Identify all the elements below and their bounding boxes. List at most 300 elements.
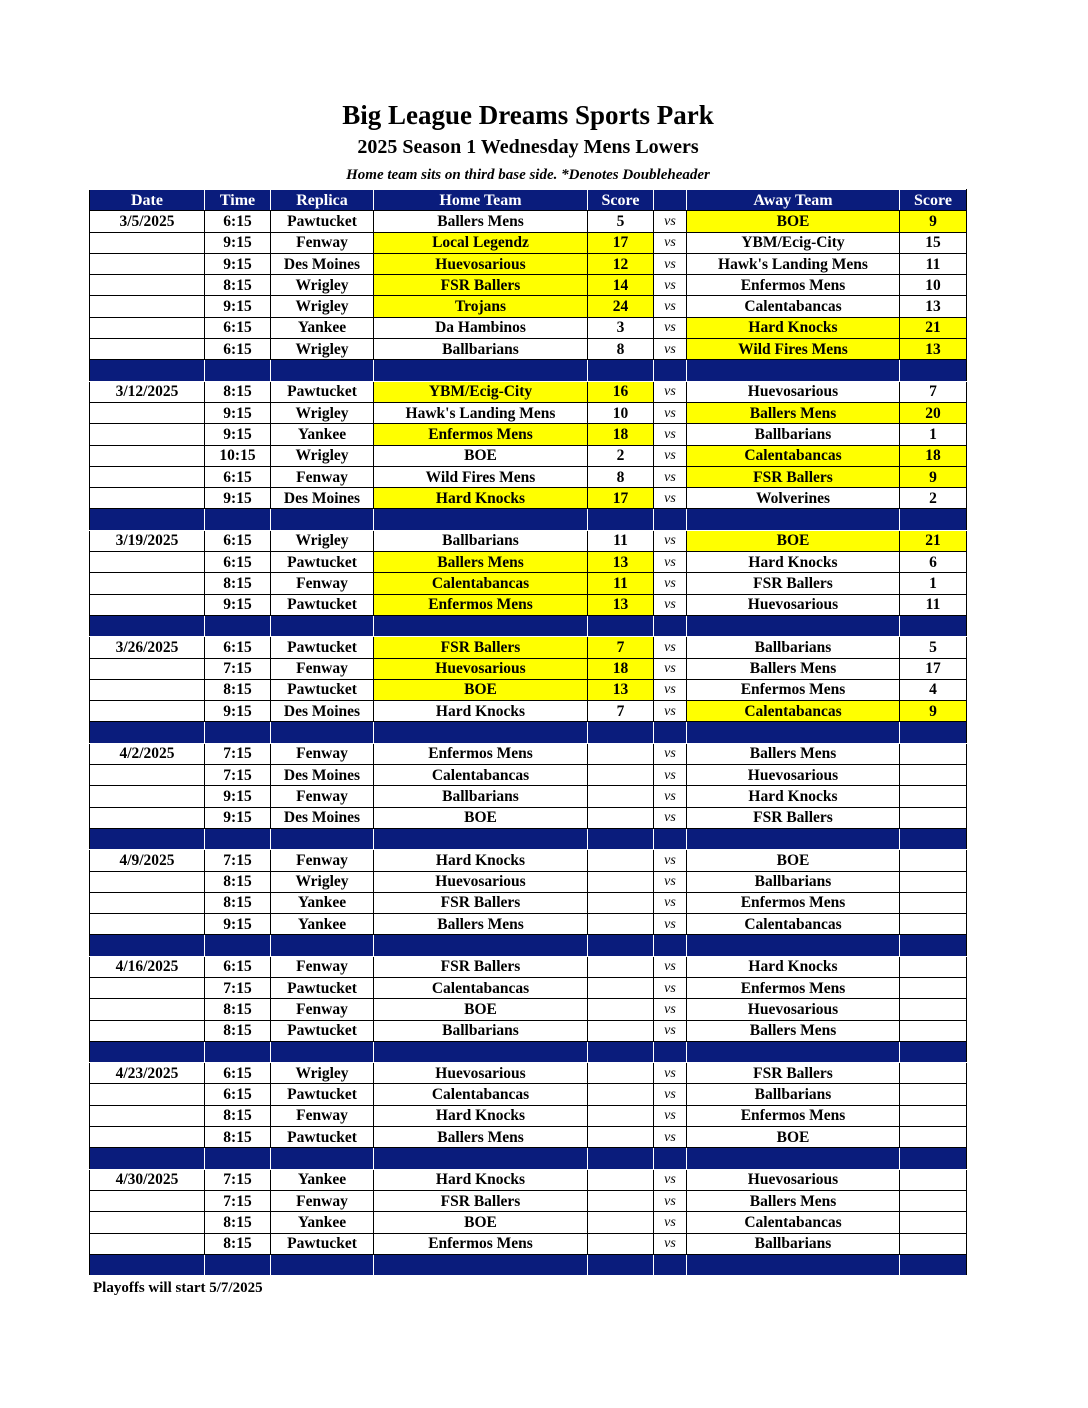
home-team-cell: Calentabancas (374, 1084, 588, 1105)
separator-cell (271, 1148, 374, 1169)
date-cell (90, 1190, 205, 1211)
game-row (90, 850, 967, 871)
away-team-cell: Ballbarians (687, 424, 900, 445)
separator-cell (588, 828, 654, 849)
time-cell: 7:15 (205, 850, 271, 871)
separator-cell (271, 615, 374, 636)
away-score-cell (900, 914, 967, 935)
vs-cell: vs (654, 232, 687, 253)
replica-field-cell: Yankee (271, 914, 374, 935)
vs-cell: vs (654, 1105, 687, 1126)
time-cell: 9:15 (205, 424, 271, 445)
replica-field-cell: Wrigley (271, 530, 374, 551)
home-score-cell: 5 (588, 211, 654, 232)
time-cell: 9:15 (205, 914, 271, 935)
away-score-cell (900, 1127, 967, 1148)
date-cell (90, 1233, 205, 1254)
separator-cell (205, 1148, 271, 1169)
date-cell (90, 466, 205, 487)
date-cell: 4/30/2025 (90, 1169, 205, 1190)
date-cell (90, 573, 205, 594)
vs-cell: vs (654, 743, 687, 764)
time-cell: 8:15 (205, 871, 271, 892)
vs-cell: vs (654, 765, 687, 786)
vs-cell: vs (654, 807, 687, 828)
away-team-cell: Huevosarious (687, 999, 900, 1020)
game-row (90, 977, 967, 998)
replica-field-cell: Fenway (271, 999, 374, 1020)
game-row (90, 914, 967, 935)
home-team-cell: FSR Ballers (374, 637, 588, 658)
home-team-cell: Huevosarious (374, 658, 588, 679)
away-team-cell: FSR Ballers (687, 466, 900, 487)
away-team-cell: FSR Ballers (687, 1063, 900, 1084)
separator-cell (687, 1254, 900, 1275)
home-score-cell: 17 (588, 488, 654, 509)
separator-cell (654, 360, 687, 381)
game-row (90, 1190, 967, 1211)
home-team-cell: Ballbarians (374, 786, 588, 807)
replica-field-cell: Fenway (271, 466, 374, 487)
game-row (90, 999, 967, 1020)
game-row (90, 1212, 967, 1233)
away-score-cell (900, 1105, 967, 1126)
home-score-cell (588, 743, 654, 764)
date-cell (90, 871, 205, 892)
separator-cell (900, 360, 967, 381)
vs-cell: vs (654, 339, 687, 360)
time-cell: 8:15 (205, 1105, 271, 1126)
game-row (90, 296, 967, 317)
date-cell: 3/19/2025 (90, 530, 205, 551)
away-score-cell (900, 807, 967, 828)
home-team-cell: Hawk's Landing Mens (374, 402, 588, 423)
home-score-cell: 13 (588, 594, 654, 615)
away-team-cell: Enfermos Mens (687, 977, 900, 998)
date-cell (90, 914, 205, 935)
separator-cell (687, 360, 900, 381)
time-cell: 9:15 (205, 253, 271, 274)
home-team-cell: FSR Ballers (374, 956, 588, 977)
game-row (90, 701, 967, 722)
away-score-cell: 18 (900, 445, 967, 466)
replica-field-cell: Pawtucket (271, 211, 374, 232)
vs-cell: vs (654, 956, 687, 977)
game-row (90, 956, 967, 977)
away-score-cell: 9 (900, 466, 967, 487)
replica-field-cell: Yankee (271, 1212, 374, 1233)
separator-cell (687, 722, 900, 743)
away-score-cell (900, 1063, 967, 1084)
vs-cell: vs (654, 637, 687, 658)
time-cell: 9:15 (205, 402, 271, 423)
time-cell: 9:15 (205, 701, 271, 722)
separator-cell (90, 722, 205, 743)
date-cell (90, 1212, 205, 1233)
date-cell: 4/16/2025 (90, 956, 205, 977)
home-team-cell: Calentabancas (374, 977, 588, 998)
game-row (90, 679, 967, 700)
home-team-cell: Da Hambinos (374, 317, 588, 338)
away-team-cell: Ballbarians (687, 637, 900, 658)
away-score-cell (900, 871, 967, 892)
separator-cell (374, 1254, 588, 1275)
replica-field-cell: Yankee (271, 424, 374, 445)
separator-cell (90, 509, 205, 530)
separator-cell (205, 935, 271, 956)
separator-cell (687, 828, 900, 849)
vs-cell: vs (654, 552, 687, 573)
vs-cell: vs (654, 253, 687, 274)
col-header-time: Time (205, 190, 271, 211)
game-row (90, 211, 967, 232)
away-score-cell: 13 (900, 339, 967, 360)
home-score-cell: 12 (588, 253, 654, 274)
game-row (90, 1105, 967, 1126)
date-cell (90, 701, 205, 722)
away-team-cell: Ballers Mens (687, 402, 900, 423)
date-cell (90, 786, 205, 807)
separator-cell (654, 615, 687, 636)
home-team-cell: Ballbarians (374, 530, 588, 551)
replica-field-cell: Fenway (271, 658, 374, 679)
away-score-cell: 1 (900, 573, 967, 594)
date-cell: 3/12/2025 (90, 381, 205, 402)
home-score-cell (588, 1169, 654, 1190)
week-separator-row (90, 1148, 967, 1169)
replica-field-cell: Fenway (271, 850, 374, 871)
home-score-cell (588, 1105, 654, 1126)
away-team-cell: Ballbarians (687, 1084, 900, 1105)
game-row (90, 402, 967, 423)
away-team-cell: FSR Ballers (687, 573, 900, 594)
vs-cell: vs (654, 701, 687, 722)
date-cell: 3/26/2025 (90, 637, 205, 658)
date-cell (90, 999, 205, 1020)
col-header-date: Date (90, 190, 205, 211)
schedule-table (89, 189, 967, 1276)
away-score-cell (900, 1169, 967, 1190)
separator-cell (374, 509, 588, 530)
game-row (90, 765, 967, 786)
date-cell (90, 679, 205, 700)
away-score-cell (900, 956, 967, 977)
separator-cell (654, 1148, 687, 1169)
home-score-cell (588, 1020, 654, 1041)
home-team-cell: Ballers Mens (374, 552, 588, 573)
home-team-cell: Wild Fires Mens (374, 466, 588, 487)
replica-field-cell: Pawtucket (271, 1084, 374, 1105)
home-team-cell: Enfermos Mens (374, 1233, 588, 1254)
separator-cell (588, 360, 654, 381)
replica-field-cell: Fenway (271, 743, 374, 764)
schedule-note: Home team sits on third base side. *Denotes Doubleheader (346, 167, 710, 183)
game-row (90, 445, 967, 466)
away-team-cell: Calentabancas (687, 445, 900, 466)
week-separator-row (90, 722, 967, 743)
away-score-cell: 1 (900, 424, 967, 445)
home-score-cell (588, 807, 654, 828)
separator-cell (588, 1254, 654, 1275)
game-row (90, 232, 967, 253)
time-cell: 9:15 (205, 594, 271, 615)
week-separator-row (90, 360, 967, 381)
away-team-cell: Huevosarious (687, 594, 900, 615)
vs-cell: vs (654, 1212, 687, 1233)
home-team-cell: Enfermos Mens (374, 594, 588, 615)
vs-cell: vs (654, 1169, 687, 1190)
home-score-cell: 17 (588, 232, 654, 253)
replica-field-cell: Pawtucket (271, 679, 374, 700)
date-cell (90, 317, 205, 338)
week-separator-row (90, 828, 967, 849)
separator-cell (687, 935, 900, 956)
game-row (90, 594, 967, 615)
date-cell (90, 594, 205, 615)
away-score-cell (900, 765, 967, 786)
replica-field-cell: Fenway (271, 786, 374, 807)
vs-cell: vs (654, 211, 687, 232)
vs-cell: vs (654, 1063, 687, 1084)
away-score-cell: 2 (900, 488, 967, 509)
separator-cell (90, 360, 205, 381)
separator-cell (900, 1254, 967, 1275)
playoffs-note: Playoffs will start 5/7/2025 (93, 1280, 263, 1296)
home-team-cell: BOE (374, 679, 588, 700)
home-score-cell (588, 914, 654, 935)
home-team-cell: Ballbarians (374, 1020, 588, 1041)
game-row (90, 573, 967, 594)
time-cell: 6:15 (205, 211, 271, 232)
home-score-cell (588, 956, 654, 977)
time-cell: 6:15 (205, 637, 271, 658)
separator-cell (900, 509, 967, 530)
away-team-cell: BOE (687, 850, 900, 871)
vs-cell: vs (654, 381, 687, 402)
separator-cell (374, 828, 588, 849)
separator-cell (374, 1041, 588, 1062)
time-cell: 6:15 (205, 956, 271, 977)
date-cell (90, 402, 205, 423)
home-team-cell: Huevosarious (374, 253, 588, 274)
away-team-cell: Ballers Mens (687, 743, 900, 764)
separator-cell (900, 1148, 967, 1169)
vs-cell: vs (654, 573, 687, 594)
away-score-cell (900, 1084, 967, 1105)
time-cell: 6:15 (205, 339, 271, 360)
away-team-cell: Hard Knocks (687, 552, 900, 573)
away-score-cell: 20 (900, 402, 967, 423)
away-score-cell (900, 850, 967, 871)
week-separator-row (90, 935, 967, 956)
time-cell: 7:15 (205, 743, 271, 764)
separator-cell (205, 615, 271, 636)
separator-cell (205, 1041, 271, 1062)
vs-cell: vs (654, 530, 687, 551)
separator-cell (687, 509, 900, 530)
separator-cell (900, 615, 967, 636)
col-header-home-team: Home Team (374, 190, 588, 211)
vs-cell: vs (654, 1190, 687, 1211)
separator-cell (205, 360, 271, 381)
vs-cell: vs (654, 317, 687, 338)
game-row (90, 1020, 967, 1041)
game-row (90, 637, 967, 658)
separator-cell (205, 1254, 271, 1275)
home-score-cell (588, 1063, 654, 1084)
replica-field-cell: Des Moines (271, 701, 374, 722)
date-cell (90, 765, 205, 786)
separator-cell (588, 722, 654, 743)
replica-field-cell: Pawtucket (271, 637, 374, 658)
away-score-cell (900, 1190, 967, 1211)
away-team-cell: Hawk's Landing Mens (687, 253, 900, 274)
away-team-cell: BOE (687, 1127, 900, 1148)
home-score-cell: 7 (588, 701, 654, 722)
home-team-cell: Ballers Mens (374, 1127, 588, 1148)
time-cell: 6:15 (205, 552, 271, 573)
home-score-cell: 18 (588, 424, 654, 445)
home-team-cell: Local Legendz (374, 232, 588, 253)
away-team-cell: BOE (687, 211, 900, 232)
away-score-cell: 21 (900, 530, 967, 551)
replica-field-cell: Fenway (271, 232, 374, 253)
replica-field-cell: Yankee (271, 317, 374, 338)
date-cell: 3/5/2025 (90, 211, 205, 232)
home-score-cell: 18 (588, 658, 654, 679)
separator-cell (654, 509, 687, 530)
separator-cell (271, 1041, 374, 1062)
time-cell: 9:15 (205, 296, 271, 317)
time-cell: 6:15 (205, 1084, 271, 1105)
replica-field-cell: Wrigley (271, 339, 374, 360)
away-team-cell: Hard Knocks (687, 786, 900, 807)
away-team-cell: Calentabancas (687, 296, 900, 317)
date-cell (90, 1020, 205, 1041)
time-cell: 7:15 (205, 1190, 271, 1211)
away-score-cell (900, 743, 967, 764)
away-team-cell: Calentabancas (687, 701, 900, 722)
vs-cell: vs (654, 999, 687, 1020)
separator-cell (588, 1148, 654, 1169)
vs-cell: vs (654, 1084, 687, 1105)
away-score-cell (900, 786, 967, 807)
date-cell (90, 1105, 205, 1126)
game-row (90, 807, 967, 828)
col-header-away-team: Away Team (687, 190, 900, 211)
home-team-cell: FSR Ballers (374, 275, 588, 296)
col-header-away-score: Score (900, 190, 967, 211)
separator-cell (271, 828, 374, 849)
replica-field-cell: Fenway (271, 1190, 374, 1211)
away-score-cell: 21 (900, 317, 967, 338)
home-team-cell: Huevosarious (374, 1063, 588, 1084)
separator-cell (900, 1041, 967, 1062)
time-cell: 8:15 (205, 892, 271, 913)
date-cell (90, 1084, 205, 1105)
date-cell: 4/23/2025 (90, 1063, 205, 1084)
home-team-cell: FSR Ballers (374, 1190, 588, 1211)
col-header-replica: Replica (271, 190, 374, 211)
game-row (90, 552, 967, 573)
vs-cell: vs (654, 850, 687, 871)
game-row (90, 317, 967, 338)
replica-field-cell: Yankee (271, 892, 374, 913)
home-score-cell: 8 (588, 339, 654, 360)
home-team-cell: Ballbarians (374, 339, 588, 360)
time-cell: 10:15 (205, 445, 271, 466)
away-score-cell: 13 (900, 296, 967, 317)
week-separator-row (90, 615, 967, 636)
separator-cell (205, 509, 271, 530)
time-cell: 9:15 (205, 807, 271, 828)
replica-field-cell: Pawtucket (271, 552, 374, 573)
home-team-cell: YBM/Ecig-City (374, 381, 588, 402)
home-score-cell (588, 1084, 654, 1105)
away-team-cell: Huevosarious (687, 1169, 900, 1190)
away-score-cell: 10 (900, 275, 967, 296)
separator-cell (271, 509, 374, 530)
away-score-cell: 17 (900, 658, 967, 679)
time-cell: 9:15 (205, 786, 271, 807)
date-cell (90, 892, 205, 913)
time-cell: 8:15 (205, 1020, 271, 1041)
date-cell (90, 339, 205, 360)
away-team-cell: Wolverines (687, 488, 900, 509)
replica-field-cell: Fenway (271, 1105, 374, 1126)
home-team-cell: Calentabancas (374, 573, 588, 594)
home-score-cell (588, 786, 654, 807)
replica-field-cell: Pawtucket (271, 594, 374, 615)
home-score-cell: 13 (588, 679, 654, 700)
game-row (90, 786, 967, 807)
home-team-cell: Ballers Mens (374, 211, 588, 232)
game-row (90, 892, 967, 913)
date-cell (90, 552, 205, 573)
game-row (90, 381, 967, 402)
separator-cell (900, 828, 967, 849)
game-row (90, 1084, 967, 1105)
away-team-cell: BOE (687, 530, 900, 551)
separator-cell (271, 1254, 374, 1275)
away-score-cell: 9 (900, 211, 967, 232)
date-cell (90, 488, 205, 509)
home-team-cell: Hard Knocks (374, 1105, 588, 1126)
away-team-cell: Ballbarians (687, 1233, 900, 1254)
away-score-cell: 7 (900, 381, 967, 402)
separator-cell (374, 1148, 588, 1169)
home-score-cell (588, 1190, 654, 1211)
replica-field-cell: Des Moines (271, 488, 374, 509)
game-row (90, 424, 967, 445)
game-row (90, 743, 967, 764)
away-score-cell: 4 (900, 679, 967, 700)
replica-field-cell: Pawtucket (271, 1127, 374, 1148)
date-cell (90, 1127, 205, 1148)
vs-cell: vs (654, 466, 687, 487)
home-score-cell (588, 892, 654, 913)
game-row (90, 1233, 967, 1254)
vs-cell: vs (654, 296, 687, 317)
home-score-cell: 8 (588, 466, 654, 487)
away-team-cell: Wild Fires Mens (687, 339, 900, 360)
time-cell: 6:15 (205, 317, 271, 338)
separator-cell (271, 935, 374, 956)
date-cell (90, 296, 205, 317)
time-cell: 8:15 (205, 573, 271, 594)
away-team-cell: Huevosarious (687, 765, 900, 786)
separator-cell (205, 722, 271, 743)
